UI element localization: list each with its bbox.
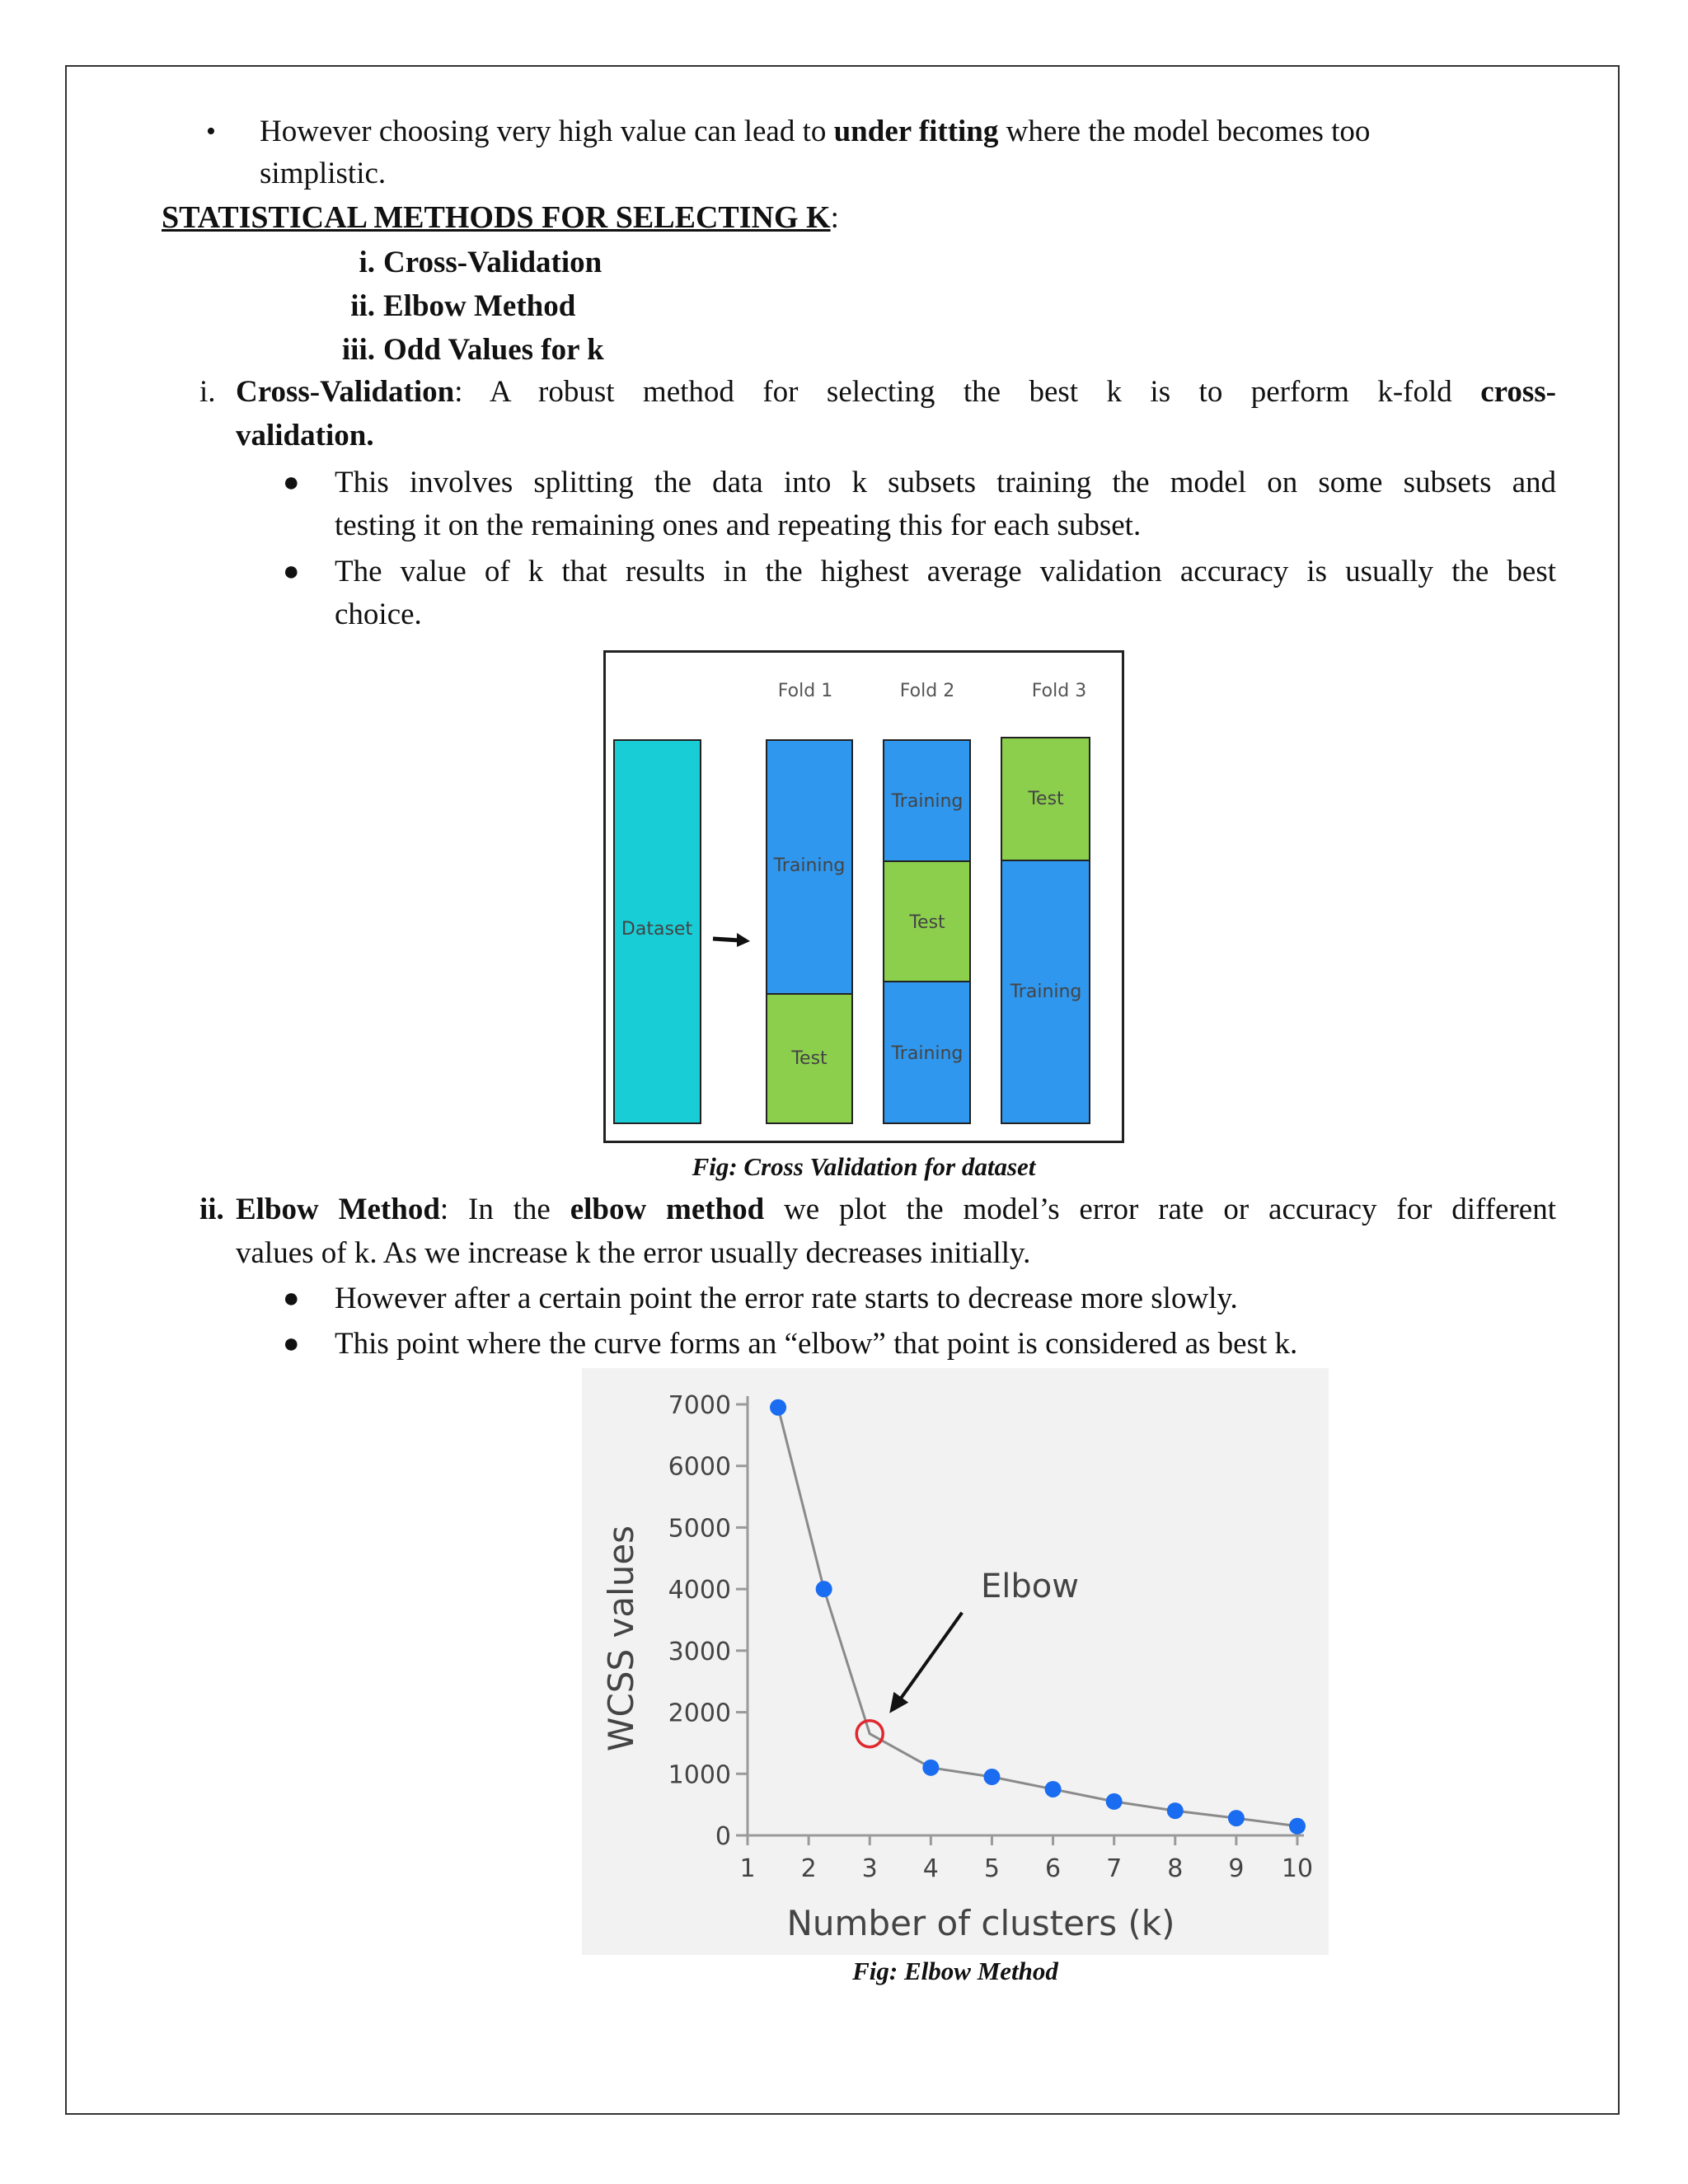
training-label: Training <box>891 1043 964 1064</box>
x-tick-label: 1 <box>739 1854 756 1883</box>
elbow-bullet-1: However after a certain point the error rate starts to decrease more slowly. <box>335 1282 1238 1315</box>
data-point <box>770 1399 786 1416</box>
method-list <box>324 241 604 372</box>
y-tick-label: 2000 <box>668 1699 731 1728</box>
cv-paragraph-cont: validation. <box>236 419 374 452</box>
x-tick-label: 9 <box>1228 1854 1245 1883</box>
fold-label: Fold 2 <box>899 681 955 701</box>
elbow-number: ii. <box>199 1193 224 1226</box>
data-point <box>983 1769 1000 1785</box>
data-point <box>1228 1810 1245 1826</box>
bullet-dot: ● <box>283 1283 300 1314</box>
y-tick-label: 4000 <box>668 1576 731 1605</box>
data-point <box>922 1760 939 1776</box>
test-label: Test <box>1028 789 1064 809</box>
elbow-figure-caption: Fig: Elbow Method <box>852 1957 1058 1985</box>
paragraph-underfitting-cont: simplistic. <box>260 157 387 190</box>
test-label: Test <box>909 912 945 933</box>
method-list-item: i. Cross-Validation <box>359 246 603 279</box>
bullet-dot: • <box>206 116 216 147</box>
training-label: Training <box>1010 982 1082 1002</box>
x-tick-label: 4 <box>922 1854 939 1883</box>
bullet-dot: ● <box>283 1329 300 1359</box>
y-tick-label: 5000 <box>668 1514 731 1544</box>
data-point <box>1167 1802 1184 1819</box>
fold-label: Fold 1 <box>777 681 833 701</box>
y-axis-label: WCSS values <box>601 1525 641 1752</box>
data-point <box>1289 1818 1306 1835</box>
cv-figure <box>603 650 1124 1143</box>
data-point <box>816 1581 832 1597</box>
y-tick-label: 1000 <box>668 1760 731 1790</box>
elbow-bullet-2: This point where the curve forms an “elbow” that point is considered as best k. <box>335 1327 1298 1361</box>
training-label: Training <box>773 855 846 876</box>
dataset-label: Dataset <box>621 919 693 940</box>
x-tick-label: 6 <box>1045 1854 1062 1883</box>
training-label: Training <box>891 791 964 812</box>
x-tick-label: 7 <box>1106 1854 1123 1883</box>
x-tick-label: 10 <box>1281 1854 1314 1883</box>
cv-bullet-1: This involves splitting the data into k subsets training the model on some subsets and <box>335 466 1556 499</box>
cv-bullet-2-cont: choice. <box>335 598 422 631</box>
cv-bullet-1-cont: testing it on the remaining ones and repeating this for each subset. <box>335 509 1142 542</box>
x-axis-label: Number of clusters (k) <box>786 1903 1175 1943</box>
x-tick-label: 8 <box>1167 1854 1184 1883</box>
elbow-paragraph: Elbow Method: In the elbow method we plot the model’s error rate or accuracy for different <box>236 1193 1556 1226</box>
elbow-annotation: Elbow <box>981 1568 1079 1605</box>
data-point <box>1045 1781 1062 1797</box>
method-list-item: ii. Elbow Method <box>350 289 576 323</box>
y-tick-label: 3000 <box>668 1637 731 1666</box>
x-tick-label: 2 <box>800 1854 817 1883</box>
cv-number: i. <box>199 375 216 409</box>
y-tick-label: 7000 <box>668 1391 731 1420</box>
bullet-dot: ● <box>283 556 300 587</box>
bullet-dot: ● <box>283 467 300 498</box>
test-label: Test <box>791 1048 828 1069</box>
fold-label: Fold 3 <box>1031 681 1087 701</box>
y-tick-label: 0 <box>715 1822 731 1851</box>
method-list-item: iii. Odd Values for k <box>341 333 604 367</box>
data-point <box>1106 1793 1123 1810</box>
cv-paragraph: Cross-Validation: A robust method for selecting the best k is to perform k-fold cross- <box>236 375 1556 409</box>
cv-bullet-2: The value of k that results in the highest average validation accuracy is usually the best <box>335 555 1556 588</box>
elbow-chart <box>582 1368 1329 1955</box>
cv-figure-caption: Fig: Cross Validation for dataset <box>692 1152 1036 1181</box>
elbow-paragraph-cont: values of k. As we increase k the error usually decreases initially. <box>236 1236 1031 1270</box>
paragraph-underfitting: However choosing very high value can lead to under fitting where the model becomes too <box>260 115 1371 148</box>
x-tick-label: 3 <box>861 1854 878 1883</box>
section-heading: STATISTICAL METHODS FOR SELECTING K: <box>162 200 839 235</box>
x-tick-label: 5 <box>983 1854 1000 1883</box>
y-tick-label: 6000 <box>668 1452 731 1482</box>
